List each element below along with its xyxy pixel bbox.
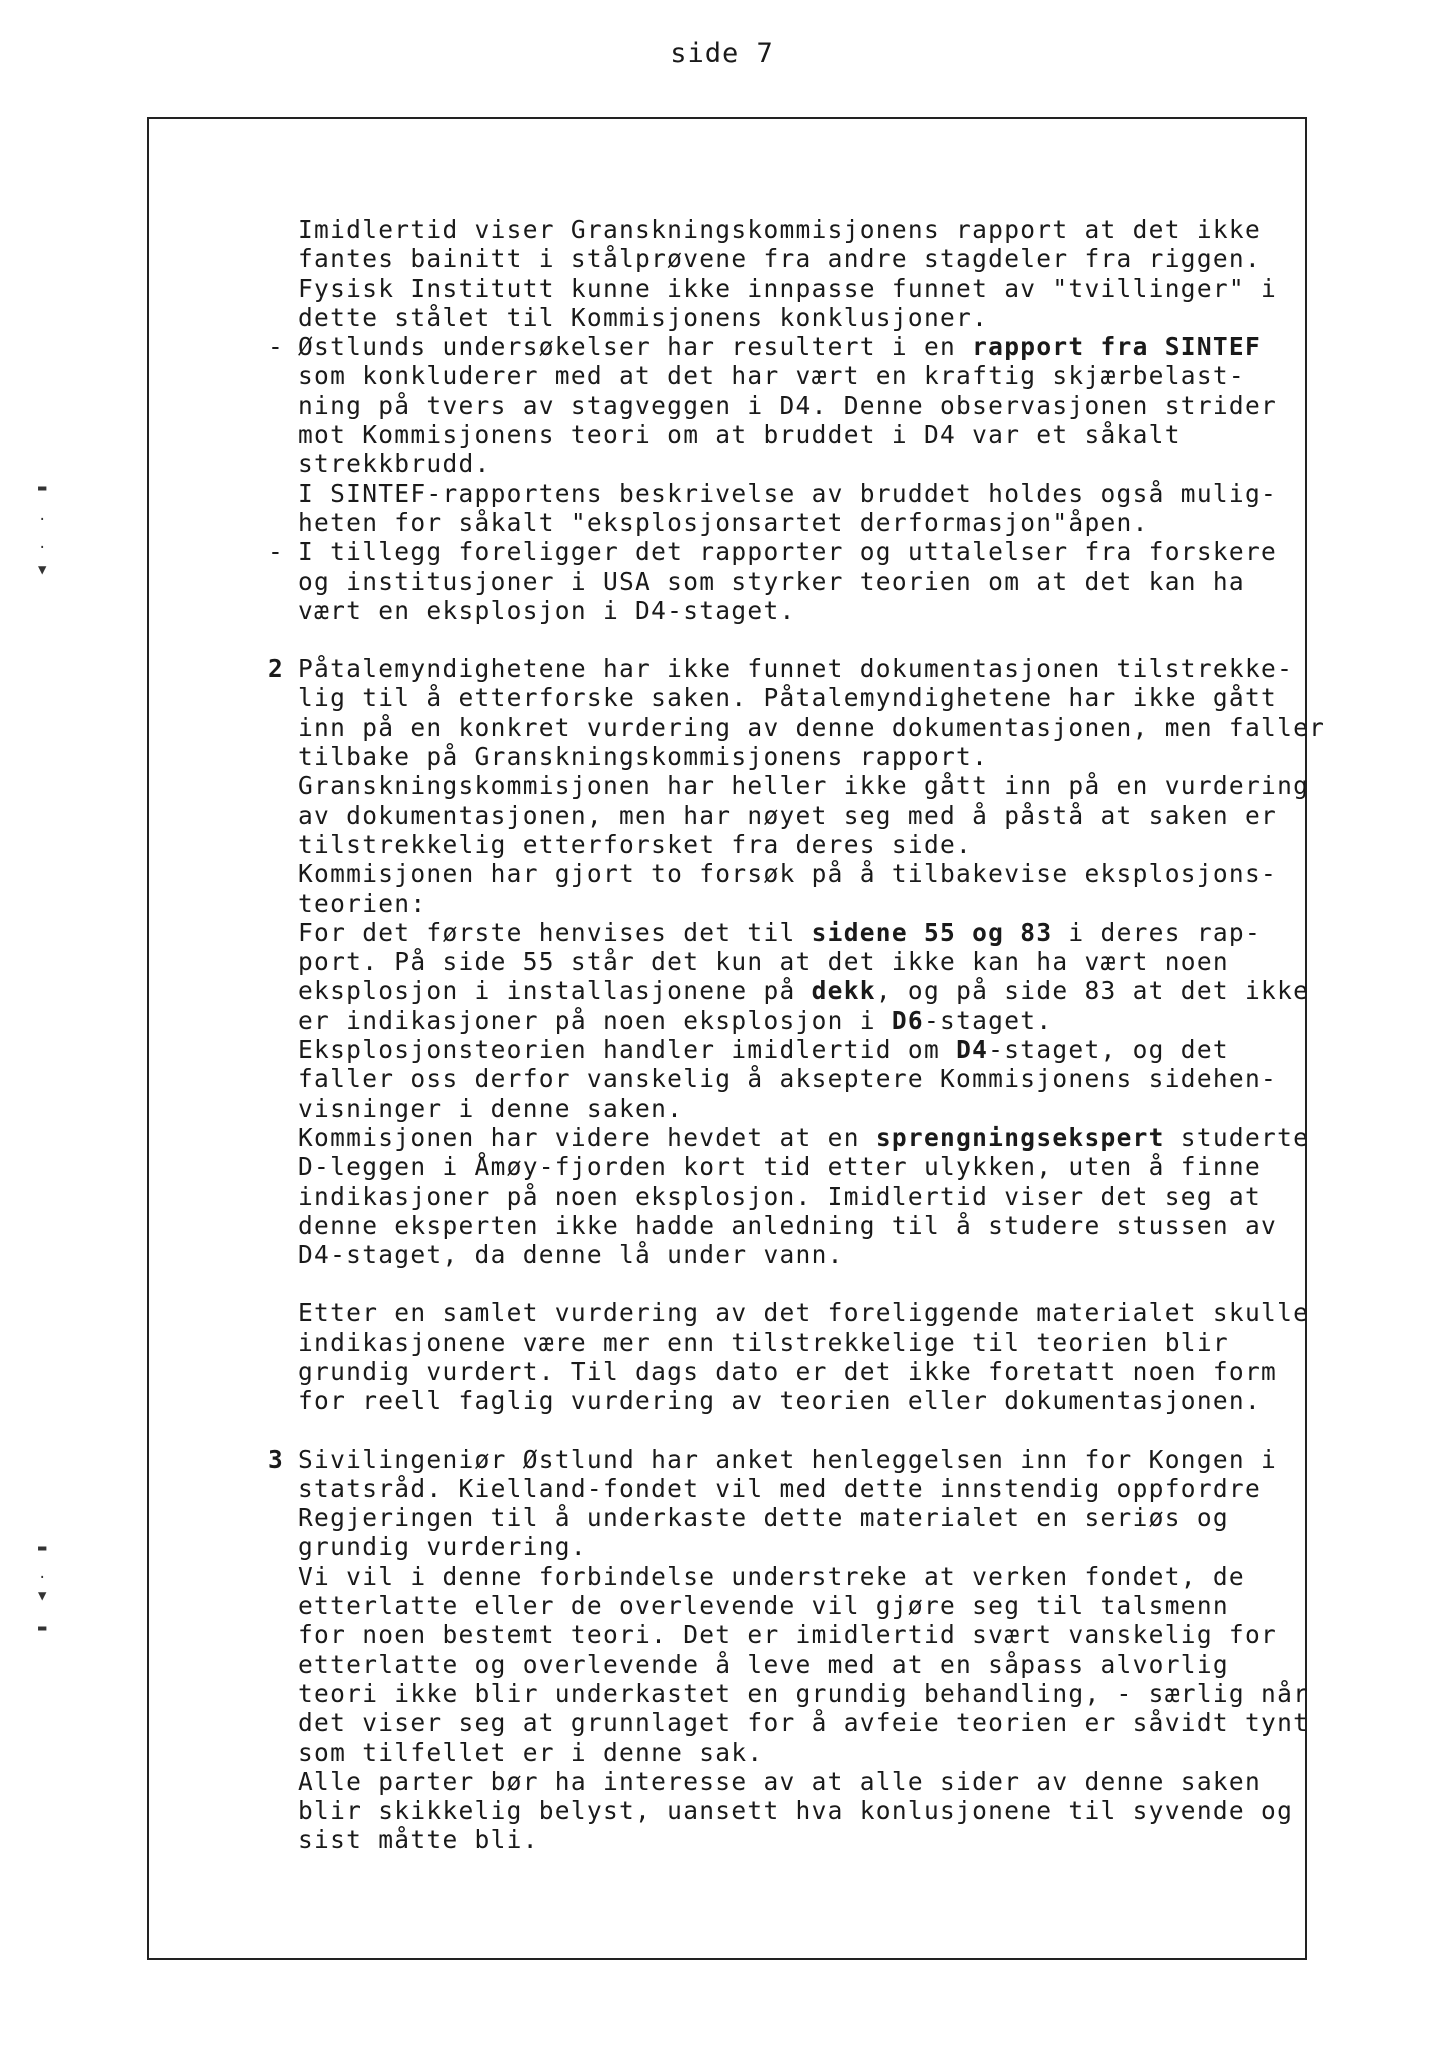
document-body (268, 215, 1326, 1855)
text-line: Imidlertid viser Granskningskommisjonens rapport at det ikke (298, 215, 1262, 244)
text-segment: I tillegg foreligger det rapporter og uttalelser fra forskere (298, 537, 1278, 567)
text-line: eksplosjon i installasjonene på dekk, og på side 83 at det ikke (298, 976, 1310, 1006)
text-line: Eksplosjonsteorien handler imidlertid om D4-staget, og det (298, 1035, 1229, 1065)
text-line: etterlatte og overlevende å leve med at en såpass alvorlig (298, 1649, 1229, 1679)
emphasis-text: sprengningsekspert (875, 1122, 1165, 1152)
text-line: Kommisjonen har gjort to forsøk på å tilbakevise eksplosjons- (298, 859, 1278, 889)
text-line: indikasjoner på noen eksplosjon. Imidlertid viser det seg at (298, 1181, 1262, 1211)
section-number: 2 (268, 654, 285, 684)
emphasis-text: D4 (956, 1035, 989, 1065)
emphasis-text: sidene 55 og 83 (811, 917, 1053, 947)
text-line: det viser seg at grunnlaget for å avfeie teorien er såvidt tynt (298, 1708, 1310, 1738)
text-line: etterlatte eller de overlevende vil gjøre seg til talsmenn (298, 1591, 1229, 1621)
emphasis-text: D6 (891, 1005, 924, 1035)
margin-mark: · (38, 540, 47, 556)
text-line: strekkbrudd. (298, 449, 491, 479)
text-line: som tilfellet er i denne sak. (298, 1737, 764, 1767)
text-line: og institusjoner i USA som styrker teorien om at det kan ha (298, 566, 1245, 596)
text-line: tilbake på Granskningskommisjonens rapport. (298, 742, 989, 772)
text-line: Kommisjonen har videre hevdet at en sprengningsekspert studerte (298, 1122, 1310, 1152)
margin-mark: ▬ (38, 1620, 47, 1636)
text-segment: Østlunds undersøkelser har resultert i en (298, 332, 973, 362)
text-line: For det første henvises det til sidene 55 og 83 i deres rap- (298, 917, 1262, 947)
text-line: av dokumentasjonen, men har nøyet seg med å påstå at saken er (298, 800, 1278, 830)
text-line: statsråd. Kielland-fondet vil med dette innstendig oppfordre (298, 1473, 1262, 1503)
section-number: 3 (268, 1444, 285, 1474)
bullet-item-usa (268, 537, 1278, 567)
text-line: for reell faglig vurdering av teorien eller dokumentasjonen. (298, 1386, 1262, 1416)
margin-mark: ▼ (38, 1588, 47, 1604)
text-line: Regjeringen til å underkaste dette materialet en seriøs og (298, 1503, 1229, 1533)
text-line: Fysisk Institutt kunne ikke innpasse funnet av "tvillinger" i (298, 273, 1278, 303)
bullet-item-sintef (268, 332, 1262, 362)
text-line: vært en eksplosjon i D4-staget. (298, 595, 796, 625)
text-line: fantes bainitt i stålprøvene fra andre stagdeler fra riggen. (298, 244, 1262, 274)
text-line: for noen bestemt teori. Det er imidlertid svært vanskelig for (298, 1620, 1278, 1650)
text-line: Alle parter bør ha interesse av at alle sider av denne saken (298, 1766, 1262, 1796)
text-line: som konkluderer med at det har vært en kraftig skjærbelast- (298, 361, 1245, 391)
margin-mark: · (38, 512, 47, 528)
text-line: ning på tvers av stagveggen i D4. Denne observasjonen strider (298, 390, 1278, 420)
text-line: visninger i denne saken. (298, 1093, 684, 1123)
text-line: faller oss derfor vanskelig å akseptere Kommisjonens sidehen- (298, 1064, 1278, 1094)
text-line: grundig vurdert. Til dags dato er det ikke foretatt noen form (298, 1356, 1278, 1386)
text-line: teorien: (298, 888, 427, 918)
margin-mark: ▬ (38, 1540, 47, 1556)
text-segment: Sivilingeniør Østlund har anket henleggelsen inn for Kongen i (298, 1444, 1278, 1474)
page-title: side 7 (670, 38, 774, 69)
text-line: indikasjonene være mer enn tilstrekkelige til teorien blir (298, 1327, 1229, 1357)
emphasis-text: dekk (811, 976, 876, 1006)
text-line: tilstrekkelig etterforsket fra deres side. (298, 829, 973, 859)
margin-mark: · (38, 1570, 47, 1586)
text-line: Granskningskommisjonen har heller ikke gått inn på en vurdering (298, 771, 1310, 801)
text-line: grundig vurdering. (298, 1532, 587, 1562)
bullet-dash: - (268, 332, 285, 362)
section-3-start (268, 1444, 1278, 1474)
margin-mark: ▬ (38, 480, 47, 496)
text-line: I SINTEF-rapportens beskrivelse av bruddet holdes også mulig- (298, 478, 1278, 508)
text-line: D4-staget, da denne lå under vann. (298, 1240, 844, 1270)
text-line: Vi vil i denne forbindelse understreke at verken fondet, de (298, 1561, 1245, 1591)
text-line: D-leggen i Åmøy-fjorden kort tid etter ulykken, uten å finne (298, 1152, 1262, 1182)
text-line: port. På side 55 står det kun at det ikke kan ha vært noen (298, 947, 1229, 977)
text-line: mot Kommisjonens teori om at bruddet i D4 var et såkalt (298, 420, 1181, 450)
text-line: inn på en konkret vurdering av denne dokumentasjonen, men faller (298, 712, 1326, 742)
text-line: dette stålet til Kommisjonens konklusjoner. (298, 302, 989, 332)
text-line: denne eksperten ikke hadde anledning til å studere stussen av (298, 1210, 1278, 1240)
text-line: heten for såkalt "eksplosjonsartet derformasjon"åpen. (298, 507, 1149, 537)
emphasis-text: rapport fra SINTEF (972, 332, 1262, 362)
text-line: sist måtte bli. (298, 1825, 539, 1855)
text-line: lig til å etterforske saken. Påtalemyndighetene har ikke gått (298, 683, 1278, 713)
section-2-start (268, 654, 1294, 684)
text-line: blir skikkelig belyst, uansett hva konlusjonene til syvende og (298, 1796, 1294, 1826)
text-line: Etter en samlet vurdering av det foreliggende materialet skulle (298, 1298, 1310, 1328)
bullet-dash: - (268, 537, 285, 567)
text-line: er indikasjoner på noen eksplosjon i D6-staget. (298, 1005, 1053, 1035)
text-line: teori ikke blir underkastet en grundig behandling, - særlig når (298, 1678, 1310, 1708)
margin-mark: ▼ (38, 562, 47, 578)
text-segment: Påtalemyndighetene har ikke funnet dokumentasjonen tilstrekke- (298, 654, 1294, 684)
